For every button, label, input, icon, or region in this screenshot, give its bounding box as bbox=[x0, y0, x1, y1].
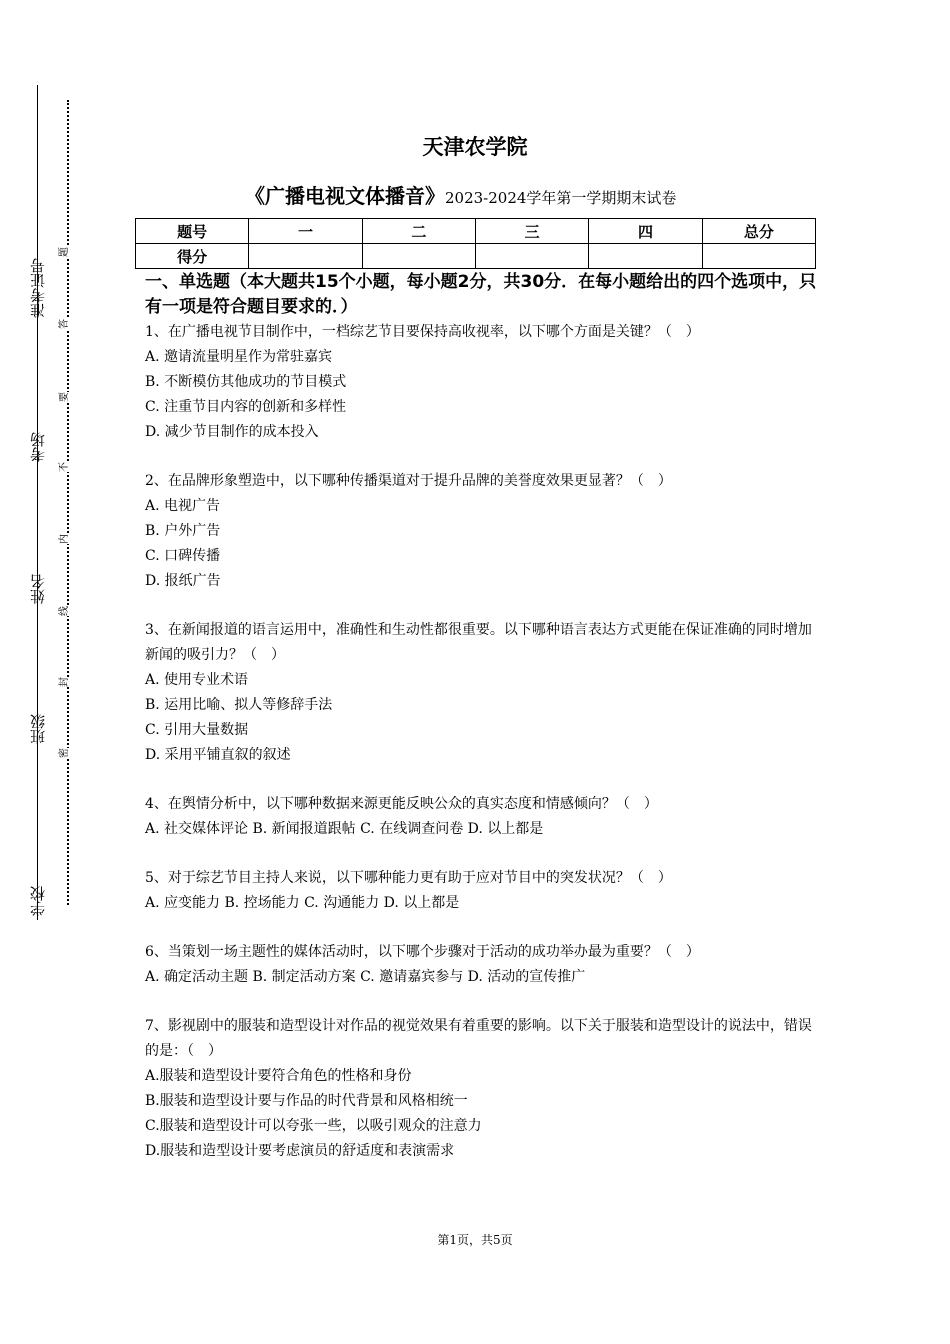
question-5 bbox=[145, 866, 817, 916]
options-inline: A. 应变能力 B. 控场能力 C. 沟通能力 D. 以上都是 bbox=[145, 895, 460, 911]
score-cell bbox=[589, 244, 702, 269]
score-cell bbox=[362, 244, 475, 269]
option-b: B.服装和造型设计要与作品的时代背景和风格相统一 bbox=[145, 1093, 468, 1109]
name-field bbox=[18, 574, 58, 718]
options-inline: A. 社交媒体评论 B. 新闻报道跟帖 C. 在线调查问卷 D. 以上都是 bbox=[145, 821, 544, 837]
option-c: C. 口碑传播 bbox=[145, 548, 221, 564]
exam-number-field bbox=[18, 258, 58, 412]
question-4 bbox=[145, 792, 817, 842]
score-header-cell: 四 bbox=[589, 219, 702, 244]
course-name: 《广播电视文体播音》 bbox=[245, 184, 445, 208]
option-d: D.服装和造型设计要考虑演员的舒适度和表演需求 bbox=[145, 1143, 455, 1159]
score-cell bbox=[249, 244, 362, 269]
question-stem: 5、对于综艺节目主持人来说，以下哪种能力更有助于应对节目中的突发状况？（ ） bbox=[145, 870, 672, 886]
school-label: 学校 bbox=[29, 886, 47, 916]
option-c: C. 注重节目内容的创新和多样性 bbox=[145, 399, 347, 415]
exam-number-label: 准考证号 bbox=[29, 258, 47, 318]
fill-in-blank bbox=[37, 608, 39, 718]
score-table-header-row bbox=[136, 219, 816, 244]
score-header-cell: 总分 bbox=[702, 219, 815, 244]
score-header-cell: 三 bbox=[475, 219, 588, 244]
section-heading: 一、单选题（本大题共15个小题，每小题2分，共30分．在每小题给出的四个选项中，只有一项是符合题目要求的．） bbox=[145, 272, 817, 317]
score-row-label: 得分 bbox=[136, 244, 249, 269]
options-inline: A. 确定活动主题 B. 制定活动方案 C. 邀请嘉宾参与 D. 活动的宣传推广 bbox=[145, 969, 586, 985]
score-table-score-row bbox=[136, 244, 816, 269]
exam-room-label: 考场 bbox=[29, 432, 47, 462]
option-c: C. 引用大量数据 bbox=[145, 722, 249, 738]
question-1 bbox=[145, 320, 817, 445]
school-title: 天津农学院 bbox=[422, 135, 528, 159]
exam-title bbox=[245, 180, 676, 209]
option-a: A. 电视广告 bbox=[145, 498, 221, 514]
score-cell bbox=[702, 244, 815, 269]
seal-char: 不 bbox=[59, 462, 70, 472]
score-header-cell: 一 bbox=[249, 219, 362, 244]
fill-in-blank bbox=[37, 748, 39, 878]
option-d: D. 减少节目制作的成本投入 bbox=[145, 424, 319, 440]
option-a: A. 邀请流量明星作为常驻嘉宾 bbox=[145, 349, 333, 365]
name-label: 姓名 bbox=[29, 574, 47, 604]
question-stem: 6、当策划一场主题性的媒体活动时，以下哪个步骤对于活动的成功举办最为重要？（ ） bbox=[145, 944, 700, 960]
question-6 bbox=[145, 940, 817, 990]
seal-char: 封 bbox=[59, 677, 70, 687]
seal-char: 要 bbox=[59, 392, 70, 402]
term-name: 2023-2024学年第一学期期末试卷 bbox=[445, 189, 677, 207]
score-header-cell: 二 bbox=[362, 219, 475, 244]
question-list bbox=[145, 320, 817, 1188]
score-header-cell: 题号 bbox=[136, 219, 249, 244]
option-a: A. 使用专业术语 bbox=[145, 672, 249, 688]
question-7 bbox=[145, 1014, 817, 1164]
option-a: A.服装和造型设计要符合角色的性格和身份 bbox=[145, 1068, 412, 1084]
school-field bbox=[18, 886, 58, 916]
question-stem: 2、在品牌形象塑造中，以下哪种传播渠道对于提升品牌的美誉度效果更显著？（ ） bbox=[145, 473, 672, 489]
exam-room-field bbox=[18, 432, 58, 576]
question-stem: 7、影视剧中的服装和造型设计对作品的视觉效果有着重要的影响。以下关于服装和造型设计的说法中，错误的是：（ ） bbox=[145, 1018, 812, 1059]
option-d: D. 报纸广告 bbox=[145, 573, 221, 589]
page-footer: 第1页，共5页 bbox=[437, 1233, 513, 1247]
seal-dotted-line bbox=[67, 100, 69, 905]
seal-char: 线 bbox=[59, 606, 70, 616]
score-table bbox=[135, 218, 816, 269]
class-field bbox=[18, 714, 58, 878]
option-b: B. 不断模仿其他成功的节目模式 bbox=[145, 374, 347, 390]
question-3 bbox=[145, 618, 817, 768]
option-b: B. 户外广告 bbox=[145, 523, 221, 539]
seal-char: 题 bbox=[59, 247, 70, 257]
option-b: B. 运用比喻、拟人等修辞手法 bbox=[145, 697, 333, 713]
seal-char: 密 bbox=[59, 748, 70, 758]
question-stem: 3、在新闻报道的语言运用中，准确性和生动性都很重要。以下哪种语言表达方式更能在保证准确的同时增加新闻的吸引力？（ ） bbox=[145, 622, 812, 663]
question-stem: 1、在广播电视节目制作中，一档综艺节目要保持高收视率，以下哪个方面是关键？（ ） bbox=[145, 324, 700, 340]
seal-char: 答 bbox=[59, 319, 70, 329]
option-c: C.服装和造型设计可以夸张一些，以吸引观众的注意力 bbox=[145, 1118, 482, 1134]
option-d: D. 采用平铺直叙的叙述 bbox=[145, 747, 291, 763]
seal-char: 内 bbox=[59, 534, 70, 544]
score-cell bbox=[475, 244, 588, 269]
class-label: 班级 bbox=[29, 714, 47, 744]
question-stem: 4、在舆情分析中，以下哪种数据来源更能反映公众的真实态度和情感倾向？（ ） bbox=[145, 796, 658, 812]
fill-in-blank bbox=[37, 466, 39, 576]
fill-in-blank bbox=[37, 322, 39, 412]
question-2 bbox=[145, 469, 817, 594]
